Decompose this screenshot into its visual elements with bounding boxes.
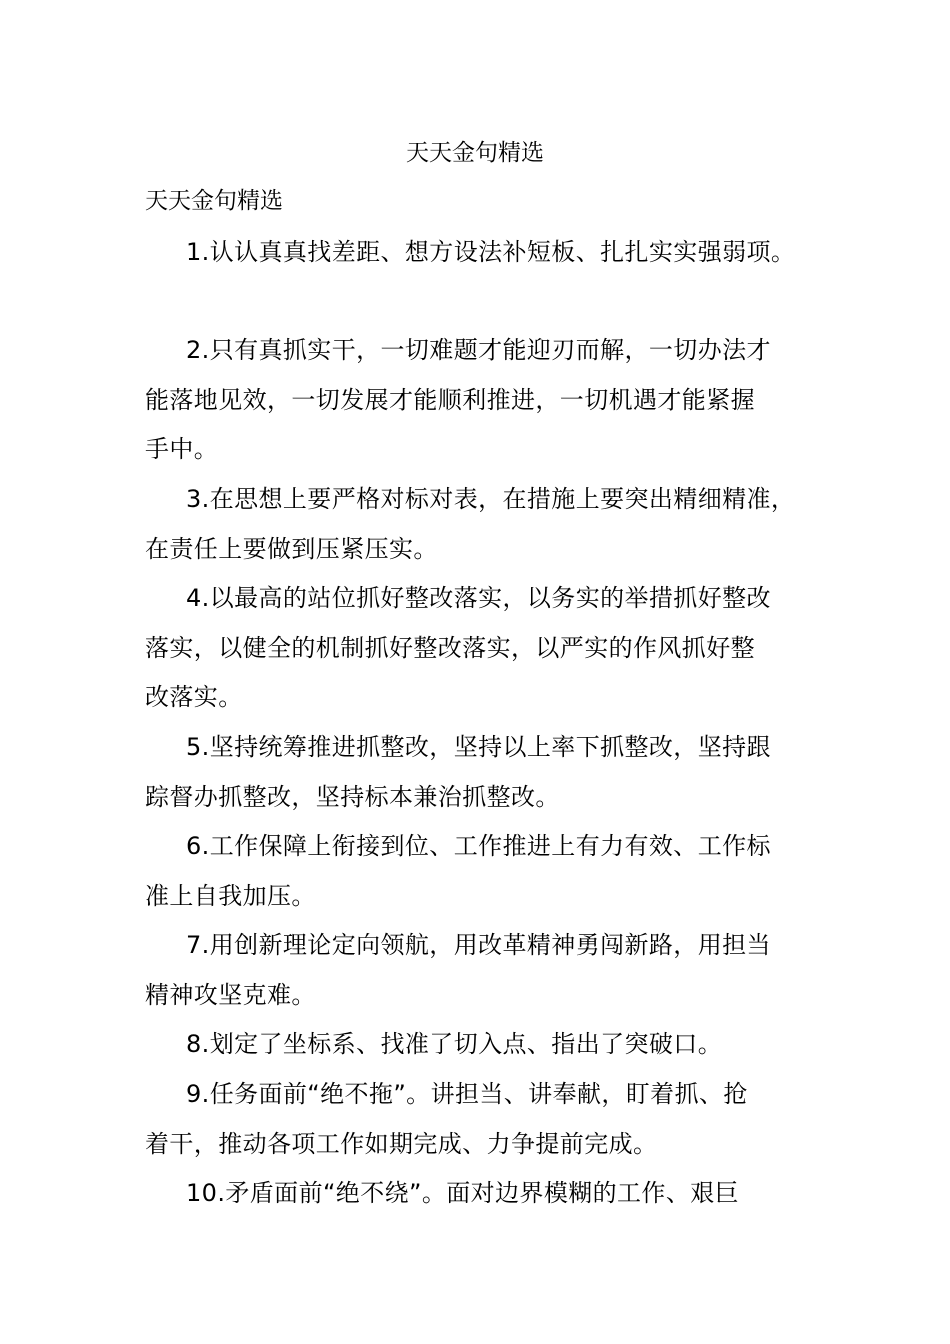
line: 在责任上要做到压紧压实。 bbox=[145, 534, 438, 563]
line: 6.工作保障上衔接到位、工作推进上有力有效、工作标 bbox=[186, 832, 771, 860]
list-item bbox=[145, 326, 825, 475]
line: 落实，以健全的机制抓好整改落实，以严实的作风抓好整 bbox=[145, 633, 755, 662]
line: 改落实。 bbox=[145, 683, 243, 711]
line: 8.划定了坐标系、找准了切入点、指出了突破口。 bbox=[186, 1030, 723, 1058]
list-item bbox=[145, 723, 825, 822]
line: 准上自我加压。 bbox=[145, 881, 316, 910]
list-item bbox=[145, 822, 825, 921]
list-item bbox=[145, 1169, 825, 1219]
line: 着干，推动各项工作如期完成、力争提前完成。 bbox=[145, 1129, 658, 1158]
line: 5.坚持统筹推进抓整改，坚持以上率下抓整改，坚持跟 bbox=[186, 733, 771, 761]
line: 3.在思想上要严格对标对表，在措施上要突出精细精准， bbox=[186, 485, 796, 513]
line: 4.以最高的站位抓好整改落实，以务实的举措抓好整改 bbox=[186, 584, 771, 612]
list-item bbox=[145, 475, 825, 574]
line: 手中。 bbox=[145, 435, 219, 463]
list-item bbox=[145, 1020, 825, 1070]
line: 7.用创新理论定向领航，用改革精神勇闯新路，用担当 bbox=[186, 931, 771, 959]
line: 踪督办抓整改，坚持标本兼治抓整改。 bbox=[145, 782, 560, 811]
line: 9.任务面前“绝不拖”。讲担当、讲奉献，盯着抓、抢 bbox=[186, 1080, 748, 1108]
line: 能落地见效，一切发展才能顺利推进，一切机遇才能紧握 bbox=[145, 385, 755, 414]
line: 精神攻坚克难。 bbox=[145, 980, 316, 1009]
page-title: 天天金句精选 bbox=[406, 140, 544, 166]
line: 2.只有真抓实干，一切难题才能迎刃而解，一切办法才 bbox=[186, 336, 771, 364]
list-item bbox=[145, 574, 825, 723]
line: 10.矛盾面前“绝不绕”。面对边界模糊的工作、艰巨 bbox=[186, 1179, 740, 1207]
document-subtitle: 天天金句精选 bbox=[145, 188, 283, 214]
list-item bbox=[145, 1070, 825, 1169]
line: 1.认认真真找差距、想方设法补短板、扎扎实实强弱项。 bbox=[186, 238, 796, 266]
list-item bbox=[145, 228, 825, 278]
list-item bbox=[145, 921, 825, 1020]
